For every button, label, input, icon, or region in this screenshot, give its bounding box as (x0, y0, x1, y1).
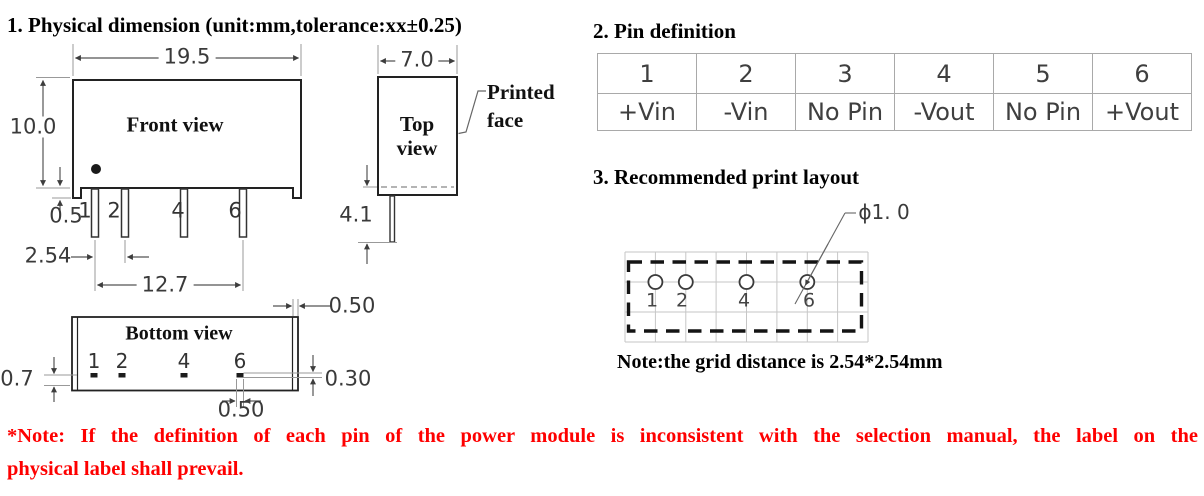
pin-number-cell: 5 (994, 54, 1093, 94)
grid-note: Note:the grid distance is 2.54*2.54mm (617, 351, 943, 373)
bottom-pin-label-2: 2 (115, 349, 129, 373)
footnote-line2: physical label shall prevail. (7, 458, 244, 480)
bottom-view-label: Bottom view (125, 322, 233, 345)
section2-title: 2. Pin definition (593, 19, 736, 43)
front-pin-label-6: 6 (228, 198, 242, 223)
section3-title: 3. Recommended print layout (593, 165, 859, 189)
pin1-marker-dot (91, 164, 101, 174)
print-pin-label-1: 1 (645, 289, 659, 312)
dim-bottom-pad-width: 0.50 (217, 397, 265, 422)
dim-top-width: 7.0 (395, 50, 438, 71)
top-view-label: Top view (396, 111, 438, 160)
dim-front-standoff: 0.5 (49, 203, 83, 228)
print-pin-label-4: 4 (737, 289, 751, 312)
bottom-pin-label-4: 4 (177, 349, 191, 373)
top-view-pin (390, 196, 395, 242)
print-layout-drawing (625, 213, 868, 342)
front-pin-label-4: 4 (171, 198, 185, 223)
front-pin-label-2: 2 (107, 198, 121, 223)
front-view-body (73, 80, 301, 198)
pin-function-cell: No Pin (994, 94, 1093, 131)
printed-face-label: Printed face (487, 80, 555, 133)
table-row (598, 94, 1192, 131)
dim-top-pin-length: 4.1 (339, 202, 373, 227)
pin-number-cell: 3 (796, 54, 895, 94)
printed-face-leader (459, 91, 487, 134)
dim-front-width: 19.5 (159, 47, 216, 68)
pin-function-cell: No Pin (796, 94, 895, 131)
dim-front-height: 10.0 (5, 117, 62, 138)
pin-number-cell: 4 (895, 54, 994, 94)
dim-bottom-pad-offset: 0.7 (0, 366, 34, 391)
pin-function-cell: -Vout (895, 94, 994, 131)
dim-bottom-wall: 0.50 (328, 293, 376, 318)
section1-title: 1. Physical dimension (unit:mm,tolerance:xx±0.25) (7, 13, 462, 37)
print-pin-label-6: 6 (802, 289, 816, 312)
top-view-dimension-lines (367, 61, 455, 264)
front-view-extension-lines (36, 44, 301, 291)
pin-number-cell: 6 (1093, 54, 1192, 94)
front-pin-label-1: 1 (78, 198, 92, 223)
hole-diameter-label: ϕ1. 0 (858, 200, 910, 224)
front-view-label: Front view (126, 112, 224, 137)
footnote-line1: *Note: If the definition of each pin of the power module is inconsistent with the selection manual, the label on the (7, 425, 1198, 447)
pin-function-cell: -Vin (697, 94, 796, 131)
bottom-view-pads (91, 373, 244, 378)
front-view-dimension-lines (43, 58, 299, 285)
pin-definition-table (597, 53, 1192, 131)
pin-function-cell: +Vout (1093, 94, 1192, 131)
bottom-pin-label-1: 1 (87, 349, 101, 373)
table-row (598, 54, 1192, 94)
dim-front-pin-span: 12.7 (137, 275, 194, 296)
bottom-pin-label-6: 6 (233, 349, 247, 373)
print-pin-label-2: 2 (675, 289, 689, 312)
pin-function-cell: +Vin (598, 94, 697, 131)
dim-bottom-pad-height: 0.30 (324, 366, 372, 391)
dim-front-pin-pitch: 2.54 (24, 243, 72, 268)
pin-number-cell: 2 (697, 54, 796, 94)
pin-number-cell: 1 (598, 54, 697, 94)
